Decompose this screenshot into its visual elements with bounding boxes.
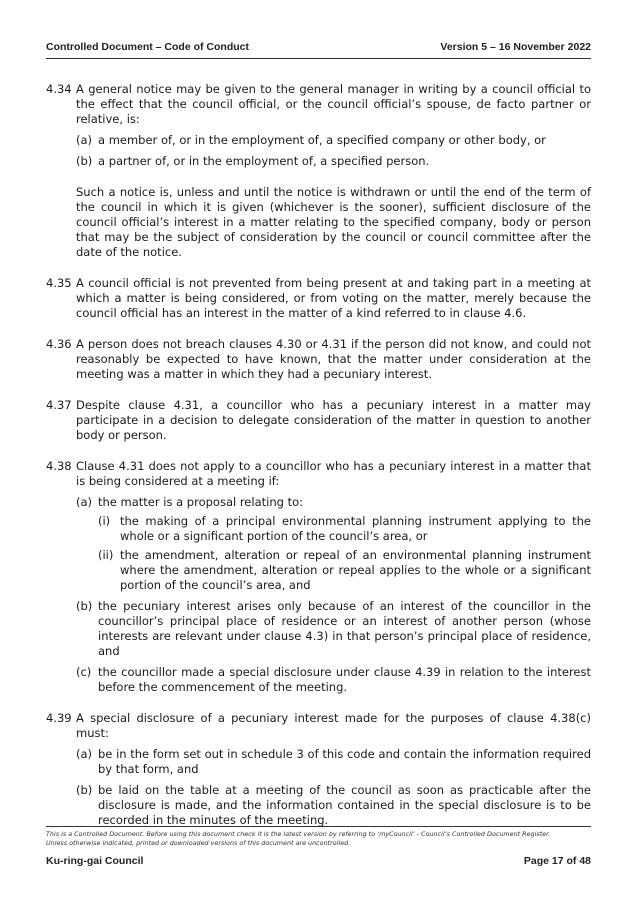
organisation-name: Ku-ring-gai Council [46, 855, 144, 867]
subclause-label: (a) [76, 747, 93, 761]
clause-4-35 [46, 276, 591, 321]
subclause-a [76, 495, 591, 593]
subclause-b [76, 783, 591, 828]
subclause-text: the pecuniary interest arises only because of an interest of the councillor in the councillor’s principal place of residence or an interest of another person (whose interests are relevant under clause 4.3) in that person’s principal place of residence, and [98, 599, 591, 658]
subclause-a-ii [98, 548, 591, 593]
document-title: Controlled Document – Code of Conduct [46, 41, 249, 53]
page-footer [46, 855, 591, 869]
clause-number: 4.34 [46, 82, 72, 96]
clause-4-39 [46, 711, 591, 828]
subclause-b [76, 599, 591, 659]
subclause-b [76, 154, 591, 169]
subclause-label: (b) [76, 783, 93, 797]
subclause-text: be laid on the table at a meeting of the council as soon as practicable after the disclosure is made, and the information contained in the special disclosure is to be recorded in the minutes of the meeting. [98, 783, 591, 827]
clause-4-36 [46, 337, 591, 382]
page-body [46, 82, 591, 844]
subclause-label: (c) [76, 665, 92, 679]
subclause-label: (a) [76, 133, 93, 147]
clause-followup-text: Such a notice is, unless and until the notice is withdrawn or until the end of the term of the council in which it is given (whichever is the sooner), sufficient disclosure of the council official’s interest in a matter relating to the specified company, body or person that may be the subject of consideration by the council or council committee after the date of the notice. [76, 185, 591, 259]
subclause-text: the councillor made a special disclosure under clause 4.39 in relation to the interest before the commencement of the meeting. [98, 665, 591, 694]
disclaimer-line: This is a Controlled Document. Before using this document check it is the latest version by referring to ‘myCouncil’ - Council’s Controlled Document Register. [46, 830, 551, 838]
subclause-text: a member of, or in the employment of, a specified company or other body, or [98, 133, 546, 147]
footer-divider [46, 826, 591, 827]
header-divider [46, 58, 591, 59]
subclause-label: (ii) [98, 548, 114, 562]
clause-text: A person does not breach clauses 4.30 or 4.31 if the person did not know, and could not reasonably be expected to have known, that the matter under consideration at the meeting was a matter in which they had a pecuniary interest. [76, 337, 591, 381]
clause-text: A special disclosure of a pecuniary interest made for the purposes of clause 4.38(c) must: [76, 711, 591, 740]
clause-number: 4.35 [46, 276, 72, 290]
subclause-c [76, 665, 591, 695]
clause-4-37 [46, 398, 591, 443]
subclause-a [76, 747, 591, 777]
page-header [46, 41, 591, 57]
subclause-label: (b) [76, 154, 93, 168]
subclause-label: (a) [76, 495, 93, 509]
clause-4-34 [46, 82, 591, 260]
clause-text: A council official is not prevented from being present at and taking part in a meeting at which a matter is being considered, or from voting on the matter, merely because the council official has an interest in the matter of a kind referred to in clause 4.6. [76, 276, 591, 320]
subclause-label: (i) [98, 514, 111, 528]
subclause-a [76, 133, 591, 148]
clause-text: Clause 4.31 does not apply to a councillor who has a pecuniary interest in a matter that is being considered at a meeting if: [76, 459, 591, 488]
clause-number: 4.36 [46, 337, 72, 351]
clause-number: 4.38 [46, 459, 72, 473]
subclause-text: a partner of, or in the employment of, a specified person. [98, 154, 430, 168]
clause-4-38 [46, 459, 591, 695]
subclause-text: the matter is a proposal relating to: [98, 495, 303, 509]
subclause-text: the amendment, alteration or repeal of an environmental planning instrument where the amendment, alteration or repeal applies to the whole or a significant portion of the council’s area, and [120, 548, 591, 592]
clause-number: 4.39 [46, 711, 72, 725]
controlled-document-disclaimer [46, 830, 591, 848]
subclause-label: (b) [76, 599, 93, 613]
subclause-text: the making of a principal environmental planning instrument applying to the whole or a significant portion of the council’s area, or [120, 514, 591, 543]
disclaimer-line: Unless otherwise indicated, printed or downloaded versions of this document are uncontrolled. [46, 839, 351, 847]
subclause-text: be in the form set out in schedule 3 of this code and contain the information required by that form, and [98, 747, 591, 776]
clause-text: A general notice may be given to the general manager in writing by a council official to the effect that the council official, or the council official’s spouse, de facto partner or relative, is: [76, 82, 591, 126]
clause-text: Despite clause 4.31, a councillor who has a pecuniary interest in a matter may participate in a decision to delegate consideration of the matter in question to another body or person. [76, 398, 591, 442]
page-number: Page 17 of 48 [523, 855, 591, 867]
subclause-a-i [98, 514, 591, 544]
document-version: Version 5 – 16 November 2022 [440, 41, 591, 53]
clause-number: 4.37 [46, 398, 72, 412]
